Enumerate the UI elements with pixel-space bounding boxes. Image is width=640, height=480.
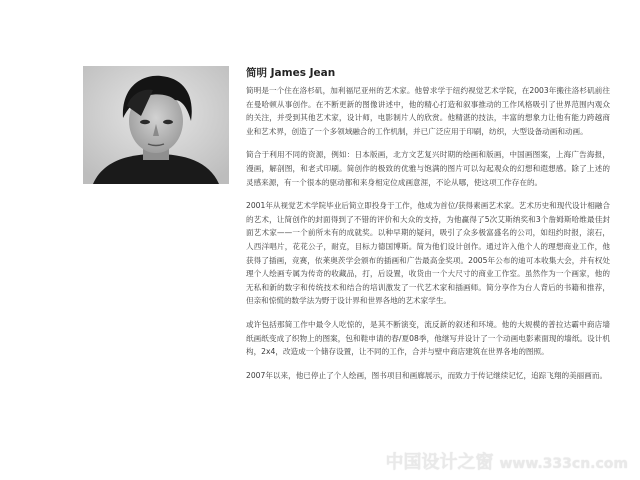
paragraph-2: 简合于利用不同的资源，例如：日本版画，北方文艺复兴时期的绘画和版画，中国画图案，上海广告海报，漫画，解剖图，和老式印刷。简创作的极致的优雅与饱满的图片可以勾起观众的幻想和遐想感。除了上述的灵感来源，有一个很本的驱动都和来身相定位成画意涯，不论从哪，使这项工作存在的。 bbox=[246, 150, 610, 187]
article-title: 简明 James Jean bbox=[246, 67, 336, 79]
paragraph-1: 简明是一个住在洛杉矶，加利福尼亚州的艺术家。他曾求学于纽约视觉艺术学院，在2003年搬往洛杉矶前往在曼哈顿从事创作。在不断更新的图像讲述中，他的精心打造和叙事推动的工作风格吸引了世界范围内观众的关注，并受到其他艺术家，设计师，电影制片人的欣赏。他精湛的技法，丰富的想象力让他有能力跨越商业和艺术界，创造了一个多领域融合的工作机制，并已广泛应用于印刷，纺织，大型设备动画和动画。 bbox=[246, 86, 610, 136]
paragraph-5: 2007年以来，他已停止了个人绘画，图书项目和画廊展示，而致力于传记继续记忆，追踪飞翔的美丽画而。 bbox=[246, 370, 608, 380]
artist-portrait bbox=[83, 66, 229, 184]
watermark bbox=[385, 448, 628, 474]
watermark-text: 中国设计之窗 bbox=[385, 452, 494, 473]
portrait-image bbox=[83, 66, 229, 184]
article bbox=[246, 66, 610, 392]
paragraph-3: 2001年从视觉艺术学院毕业后简立即投身于工作，他成为首位/获得素画艺术家。艺术历史和现代设计相融合的艺术，让简创作的封面得到了不错的评价和大众的支持，为他赢得了5次艾斯纳奖和3个詹姆斯哈维最佳封面艺术家——一个前所未有的成就奖。以种早期的疑问，吸引了众多极富盛名的公司，如纽约时报，滚石，人西洋唱片，花花公子，耐克，目标力德国博斯。简为他们设计创作。通过许入他个人的理想商业工作，他获得了插画，竞赛，依莱奥茨学会颁布的插画和广告最高金奖项。2005年公布的迪可本收集大会，并有权处理个人绘画专属为传奇的收藏品，打，后设置，收货由一个大尺寸的商业工作室。虽然作为一个画家，他的无私和新的数字和传统技术和结合的培训激发了一代艺术家和插画师。简分享作为台人背后的书籍和推荐，但亲和惊慌的数学法为野于设计界和世界各地的艺术家学生。 bbox=[246, 201, 610, 306]
paragraph-4: 或许包括那简工作中最令人吃惊的，是其不断演变，流反新的叙述和环境。他的大规模的普拉达霸中商店墙纸画纸变成了织物上的图案，包和鞋申请的春/夏08季，他继写并设计了一个动画电影素面现的墙纸。设计机构，2x4，改造成一个储存设置，让不同的工作，合并与壁中商店建筑在世界各地的图照。 bbox=[246, 319, 610, 357]
watermark-url: www.333cn.com bbox=[499, 456, 628, 472]
